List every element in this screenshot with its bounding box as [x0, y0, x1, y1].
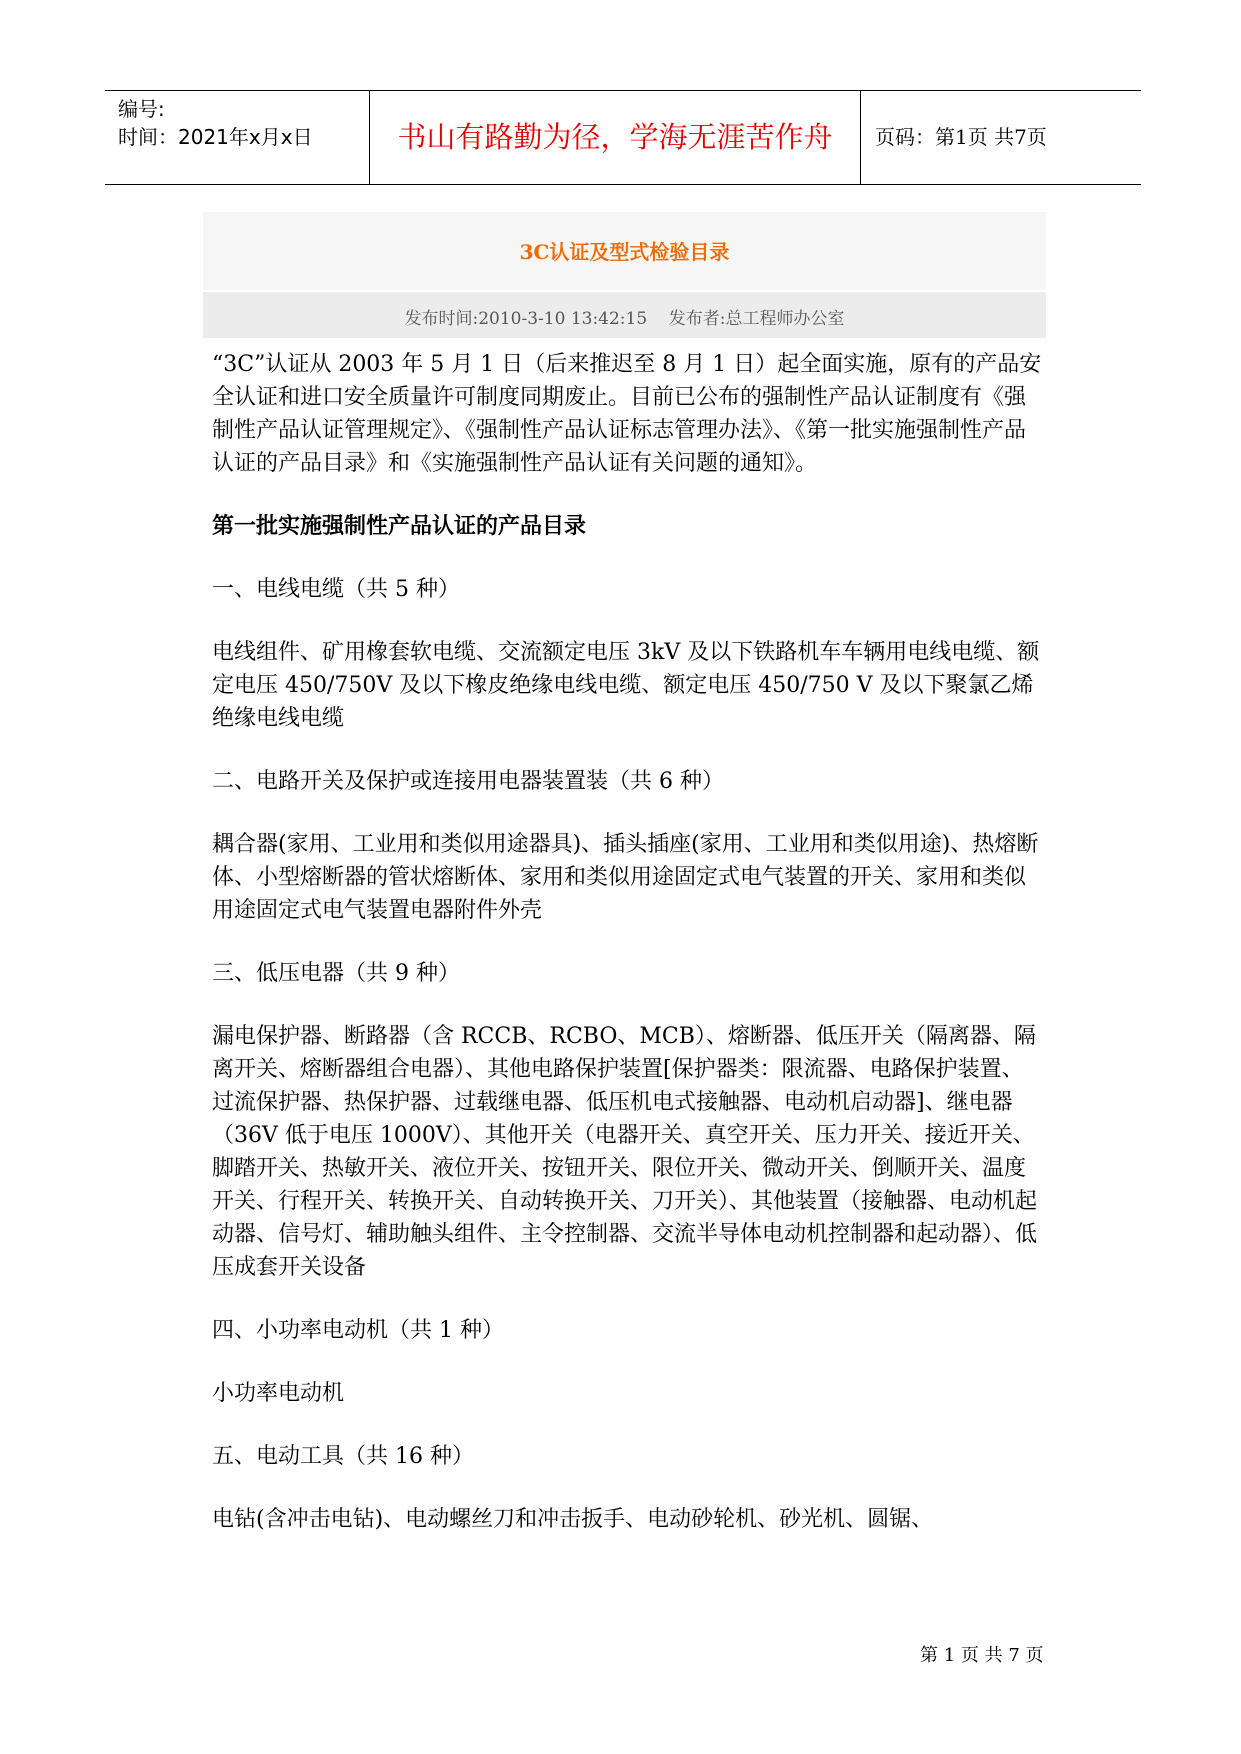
header-motto: 书山有路勤为径，学海无涯苦作舟: [397, 120, 833, 154]
section-body: 电线组件、矿用橡套软电缆、交流额定电压 3kV 及以下铁路机车车辆用电线电缆、额定电压 450/750V 及以下橡皮绝缘电线电缆、额定电压 450/750 V 及以下聚氯乙烯绝缘电线电缆: [212, 640, 1040, 731]
article-title-box: [203, 212, 1046, 290]
header-left: [118, 95, 313, 151]
intro-paragraph: “3C”认证从 2003 年 5 月 1 日（后来推迟至 8 月 1 日）起全面实施，原有的产品安全认证和进口安全质量许可制度同期废止。目前已公布的强制性产品认证制度有《强制性产品认证管理规定》、《强制性产品认证标志管理办法》、《第一批实施强制性产品认证的产品目录》和《实施强制性产品认证有关问题的通知》。: [212, 352, 1042, 476]
document-number-label: 编号:: [118, 97, 165, 121]
article-title: 3C认证及型式检验目录: [519, 240, 730, 264]
article-body: [212, 348, 1042, 1536]
article-meta: 发布时间:2010-3-10 13:42:15 发布者:总工程师办公室: [404, 309, 845, 329]
section-heading: 四、小功率电动机（共 1 种）: [212, 1318, 504, 1343]
section-body: 小功率电动机: [212, 1381, 345, 1406]
section-body: 耦合器(家用、工业用和类似用途器具)、插头插座(家用、工业用和类似用途)、热熔断体、小型熔断器的管状熔断体、家用和类似用途固定式电气装置的开关、家用和类似用途固定式电气装置电器附件外壳: [212, 832, 1039, 923]
page-footer: 第 1 页 共 7 页: [920, 1645, 1044, 1666]
section-heading: 一、电线电缆（共 5 种）: [212, 577, 460, 602]
section-body: 电钻(含冲击电钻)、电动螺丝刀和冲击扳手、电动砂轮机、砂光机、圆锯、: [212, 1507, 934, 1532]
page-header: [105, 90, 1141, 185]
catalog-heading: 第一批实施强制性产品认证的产品目录: [212, 514, 587, 539]
article-meta-bar: [203, 292, 1046, 338]
header-page-label: 页码：第1页 共7页: [875, 125, 1047, 149]
section-body: 漏电保护器、断路器（含 RCCB、RCBO、MCB）、熔断器、低压开关（隔离器、隔离开关、熔断器组合电器）、其他电路保护装置[保护器类：限流器、电路保护装置、过流保护器、热保护器、过载继电器、低压机电式接触器、电动机启动器]、继电器（36V 低于电压 1000V）、其他开关（电器开关、真空开关、压力开关、接近开关、脚踏开关、热敏开关、液位开关、按钮开关、限位开关、微动开关、倒顺开关、温度开关、行程开关、转换开关、自动转换开关、刀开关）、其他装置（接触器、电动机起动器、信号灯、辅助触头组件、主令控制器、交流半导体电动机控制器和起动器）、低压成套开关设备: [212, 1024, 1038, 1280]
header-divider: [860, 91, 861, 184]
section-heading: 五、电动工具（共 16 种）: [212, 1444, 474, 1469]
document-time-label: 时间：2021年x月x日: [118, 125, 313, 149]
section-heading: 二、电路开关及保护或连接用电器装置装（共 6 种）: [212, 769, 724, 794]
section-heading: 三、低压电器（共 9 种）: [212, 961, 460, 986]
